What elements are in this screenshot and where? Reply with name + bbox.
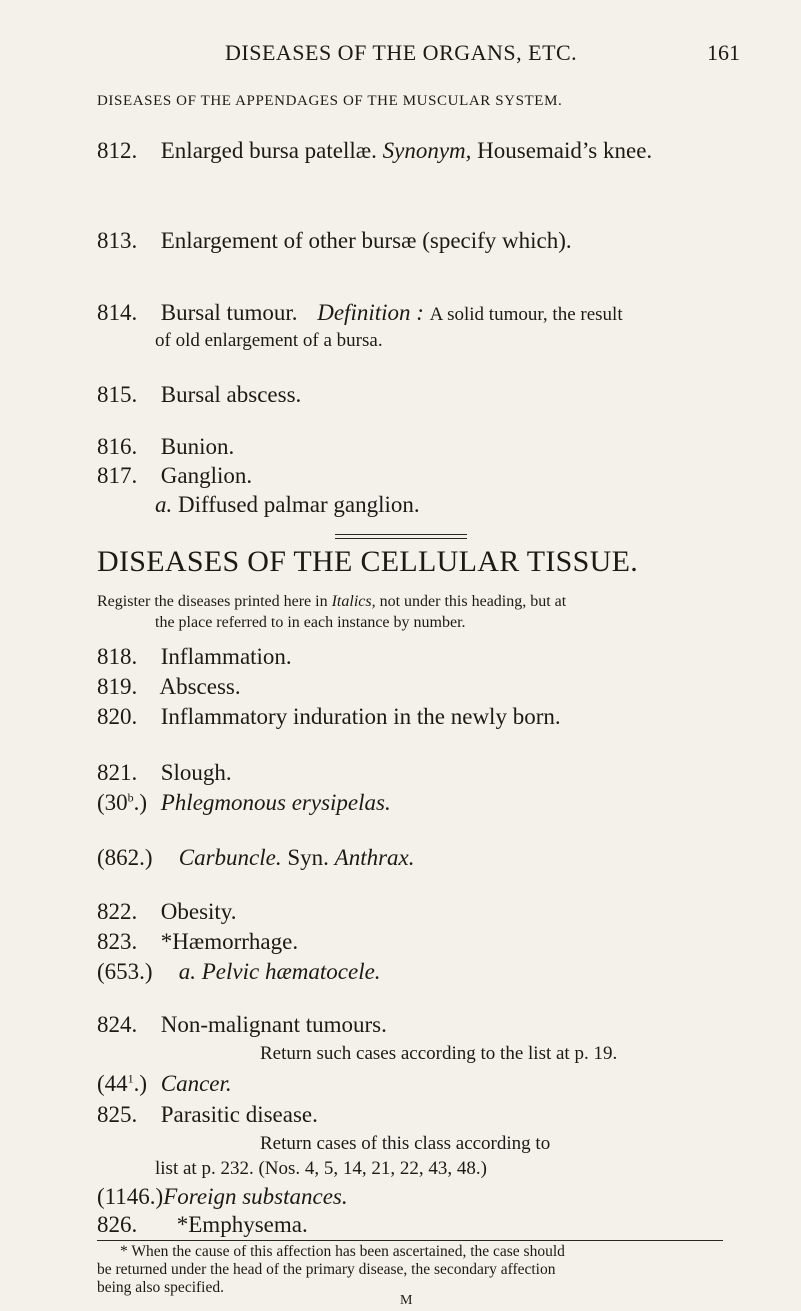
entry-text: Obesity. [160, 899, 237, 924]
entry-text: Enlargement of other bursæ (specify which). [160, 228, 572, 253]
entry-number [97, 790, 155, 816]
entry-number: 822. [97, 899, 138, 924]
synonym-text: Anthrax. [334, 845, 415, 870]
entry-number: (862.) [97, 845, 153, 870]
entry-825-note-cont: list at p. 232. (Nos. 4, 5, 14, 21, 22, 43, 48.) [155, 1158, 487, 1179]
entry-823 [97, 929, 298, 955]
entry-817 [97, 463, 252, 489]
entry-816 [97, 434, 234, 460]
entry-820 [97, 704, 561, 730]
entry-814 [97, 300, 623, 326]
entry-text: Ganglion. [160, 463, 253, 488]
entry-text: Enlarged bursa patellæ. [160, 138, 377, 163]
entry-number-sup: b [127, 790, 134, 805]
entry-text: Non-malignant tumours. [160, 1012, 387, 1037]
entry-number-main: (44 [97, 1071, 128, 1096]
entry-824-note: Return such cases according to the list at p. 19. [260, 1043, 618, 1064]
entry-number: 821. [97, 760, 138, 785]
entry-number: 819. [97, 674, 138, 699]
footnote-line-3: being also specified. [97, 1279, 224, 1296]
entry-30b [97, 790, 391, 816]
entry-text: Bursal abscess. [160, 382, 302, 407]
entry-number: 820. [97, 704, 138, 729]
synonym-label: Syn. [287, 845, 329, 870]
section-heading-muscular: DISEASES OF THE APPENDAGES OF THE MUSCULAR SYSTEM. [97, 93, 563, 109]
entry-1146 [97, 1184, 348, 1210]
entry-number: (653.) [97, 959, 153, 984]
definition-text: A solid tumour, the result [429, 304, 623, 325]
entry-number: 826. [97, 1212, 138, 1237]
note-text: not under this heading, but at [379, 593, 567, 610]
entry-text: Parasitic disease. [160, 1102, 318, 1127]
entry-653 [97, 959, 381, 985]
entry-826 [97, 1212, 308, 1238]
running-title: DISEASES OF THE ORGANS, ETC. [225, 40, 578, 65]
entry-number-main: (30 [97, 790, 128, 815]
note-text: Register the diseases printed here in [97, 593, 328, 610]
entry-number: 823. [97, 929, 138, 954]
divider-rule-top [335, 534, 467, 535]
signature-mark: M [400, 1293, 413, 1308]
register-note-cont: the place referred to in each instance by number. [155, 614, 466, 631]
entry-text: Pelvic hæmatocele. [201, 959, 381, 984]
definition-label: Definition : [317, 300, 424, 325]
entry-number-end: .) [133, 1071, 148, 1096]
entry-text: Bunion. [160, 434, 235, 459]
entry-number: 825. [97, 1102, 138, 1127]
entry-824 [97, 1012, 387, 1038]
entry-text: Foreign substances. [163, 1184, 348, 1209]
entry-text: Slough. [160, 760, 232, 785]
entry-text: Phlegmonous erysipelas. [160, 790, 391, 815]
entry-number-end: .) [133, 790, 148, 815]
entry-819 [97, 674, 241, 700]
entry-815 [97, 382, 301, 408]
entry-number: 813. [97, 228, 138, 253]
entry-822 [97, 899, 237, 925]
entry-44 [97, 1071, 232, 1097]
entry-number: 816. [97, 434, 138, 459]
entry-text: Carbuncle. [178, 845, 282, 870]
entry-812 [97, 138, 652, 164]
entry-818 [97, 644, 292, 670]
entry-862 [97, 845, 415, 871]
entry-number [97, 1071, 155, 1097]
entry-number: (1146.) [97, 1184, 164, 1209]
sub-label: a. [155, 492, 173, 517]
entry-text: Inflammatory induration in the newly born. [160, 704, 561, 729]
entry-number: 824. [97, 1012, 138, 1037]
entry-text: Abscess. [159, 674, 241, 699]
synonym-label: Synonym, [382, 138, 472, 163]
entry-number: 818. [97, 644, 138, 669]
entry-text: *Hæmorrhage. [160, 929, 299, 954]
entry-817a [155, 492, 420, 518]
entry-813 [97, 228, 572, 254]
definition-text-cont: of old enlargement of a bursa. [155, 330, 383, 351]
divider-rule-bottom [335, 538, 467, 539]
footnote-rule [97, 1240, 723, 1241]
entry-number: 817. [97, 463, 138, 488]
entry-text: *Emphysema. [176, 1212, 308, 1237]
page-number: 161 [707, 40, 740, 65]
entry-text: Cancer. [160, 1071, 232, 1096]
footnote-line-2: be returned under the head of the primary disease, the secondary affection [97, 1261, 556, 1278]
section-heading-cellular: DISEASES OF THE CELLULAR TISSUE. [97, 545, 639, 578]
entry-825-note: Return cases of this class according to [260, 1133, 551, 1154]
entry-number: 814. [97, 300, 138, 325]
entry-text: Inflammation. [160, 644, 292, 669]
entry-text: Bursal tumour. [160, 300, 298, 325]
entry-number-sup: 1 [127, 1071, 134, 1086]
entry-text: Diffused palmar ganglion. [178, 492, 420, 517]
entry-number: 812. [97, 138, 138, 163]
note-italic: Italics, [331, 593, 376, 610]
entry-number: 815. [97, 382, 138, 407]
footnote-line-1: * When the cause of this affection has been ascertained, the case should [120, 1243, 565, 1260]
register-note [97, 593, 566, 611]
entry-821 [97, 760, 232, 786]
synonym-text: Housemaid’s knee. [477, 138, 653, 163]
sub-label: a. [178, 959, 196, 984]
entry-825 [97, 1102, 318, 1128]
